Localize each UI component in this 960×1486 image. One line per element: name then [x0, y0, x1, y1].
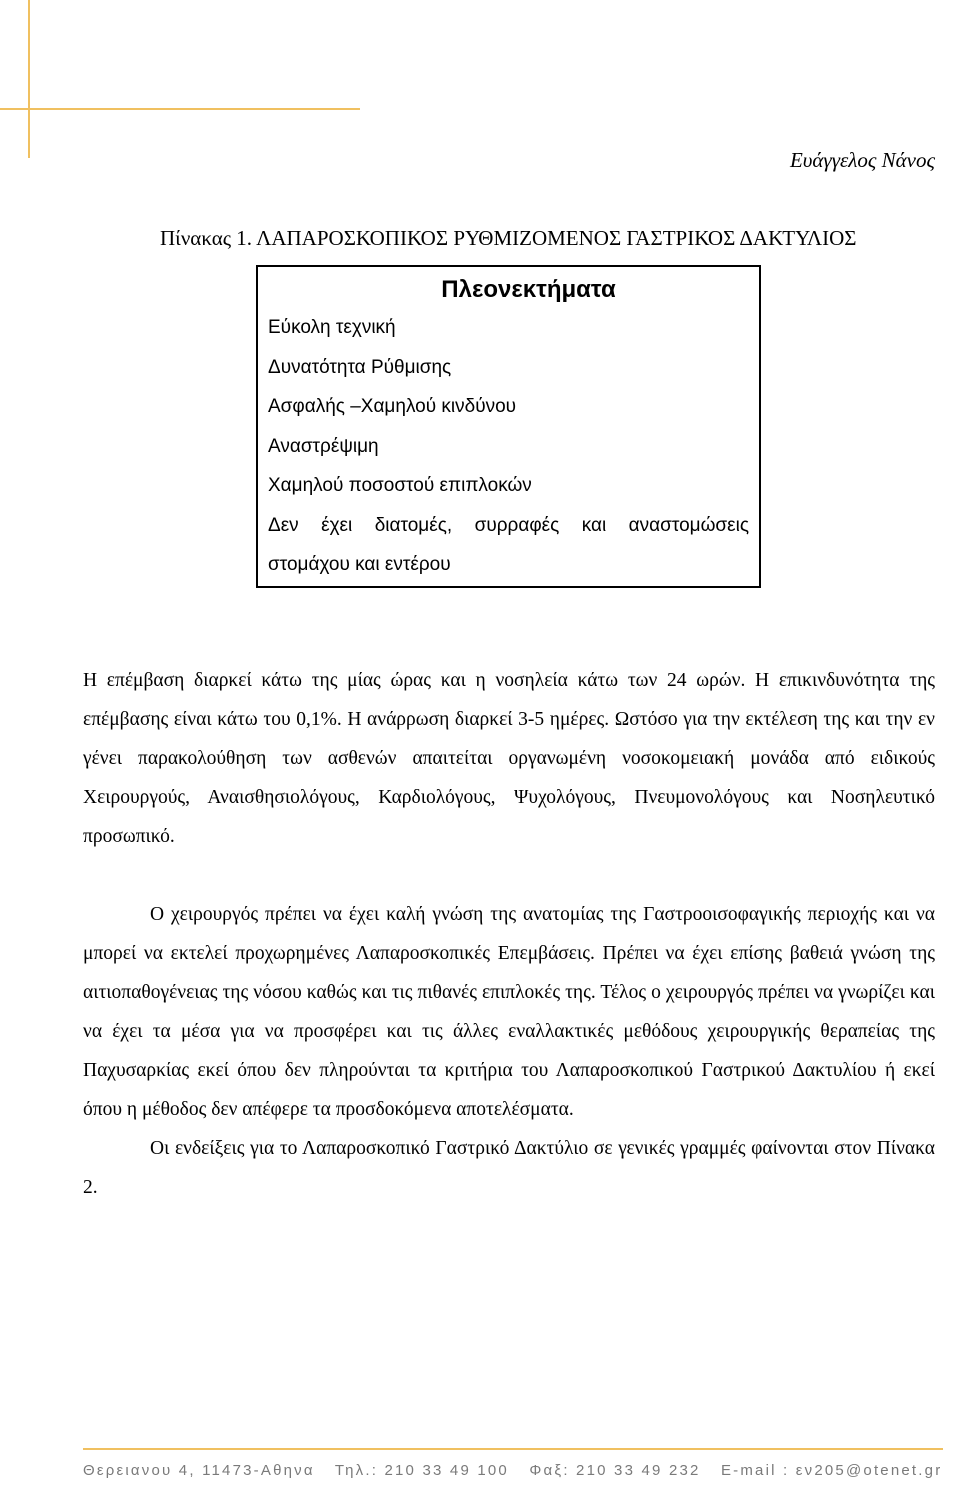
paragraph-indications: Οι ενδείξεις για το Λαπαροσκοπικό Γαστρικό Δακτύλιο σε γενικές γραμμές φαίνονται στον Πίνακα 2. — [83, 1138, 935, 1198]
footer-fax: Φαξ: 210 33 49 232 — [529, 1462, 701, 1479]
advantage-item: Δεν έχει διατομές, συρραφές και αναστομώσεις στομάχου και εντέρου — [268, 514, 749, 575]
footer-email: E-mail : εν205@otenet.gr — [720, 1462, 943, 1479]
advantage-item: Εύκολη τεχνική — [268, 317, 396, 338]
body-text — [83, 661, 935, 1207]
table-title: Πίνακας 1. ΛΑΠΑΡΟΣΚΟΠΙΚΟΣ ΡΥΘΜΙΖΟΜΕΝΟΣ ΓΑΣΤΡΙΚΟΣ ΔΑΚΤΥΛΙΟΣ — [160, 226, 857, 250]
advantages-heading: Πλεονεκτήματα — [441, 276, 616, 303]
footer-address: Θερειανου 4, 11473-Αθηνα — [83, 1462, 315, 1479]
advantages-list — [268, 308, 749, 584]
crop-mark-vertical — [28, 0, 30, 158]
advantage-item: Αναστρέψιμη — [268, 435, 379, 457]
footer-phone: Τηλ.: 210 33 49 100 — [334, 1462, 509, 1479]
footer-contact — [83, 1462, 943, 1479]
author-name: Ευάγγελος Νάνος — [789, 148, 935, 172]
paragraph-procedure: Η επέμβαση διαρκεί κάτω της μίας ώρας και η νοσηλεία κάτω των 24 ωρών. Η επικινδυνότητα της επέμβασης είναι κάτω του 0,1%. Η ανάρρωση διαρκεί 3-5 ημέρες. Ωστόσο για την εκτέλεση της και την εν γένει παρακολούθηση των ασθενών απαιτείται οργανωμένη νοσοκομειακή μονάδα από ειδικούς Χειρουργούς, Αναισθησιολόγους, Καρδιολόγους, Ψυχολόγους, Πνευμονολόγους και Νοσηλευτικό προσωπικό. — [83, 670, 935, 847]
advantage-item: Δυνατότητα Ρύθμισης — [268, 356, 452, 378]
advantage-item: Ασφαλής –Χαμηλού κινδύνου — [268, 396, 517, 417]
footer-rule — [83, 1448, 943, 1450]
advantages-table — [256, 265, 761, 588]
crop-mark-horizontal — [0, 108, 360, 110]
advantage-item: Χαμηλού ποσοστού επιπλοκών — [268, 475, 532, 496]
paragraph-surgeon: Ο χειρουργός πρέπει να έχει καλή γνώση της ανατομίας της Γαστροοισοφαγικής περιοχής και να μπορεί να εκτελεί προχωρημένες Λαπαροσκοπικές Επεμβάσεις. Πρέπει να έχει επίσης βαθειά γνώση της αιτιοπαθογένειας της νόσου καθώς και τις πιθανές επιπλοκές της. Τέλος ο χειρουργός πρέπει να γνωρίζει και να έχει τα μέσα για να προσφέρει και τις άλλες εναλλακτικές μεθόδους χειρουργικής θεραπείας της Παχυσαρκίας εκεί όπου δεν πληρούνται τα κριτήρια του Λαπαροσκοπικού Γαστρικού Δακτυλίου ή εκεί όπου η μέθοδος δεν απέφερε τα προσδοκόμενα αποτελέσματα. — [83, 904, 935, 1120]
